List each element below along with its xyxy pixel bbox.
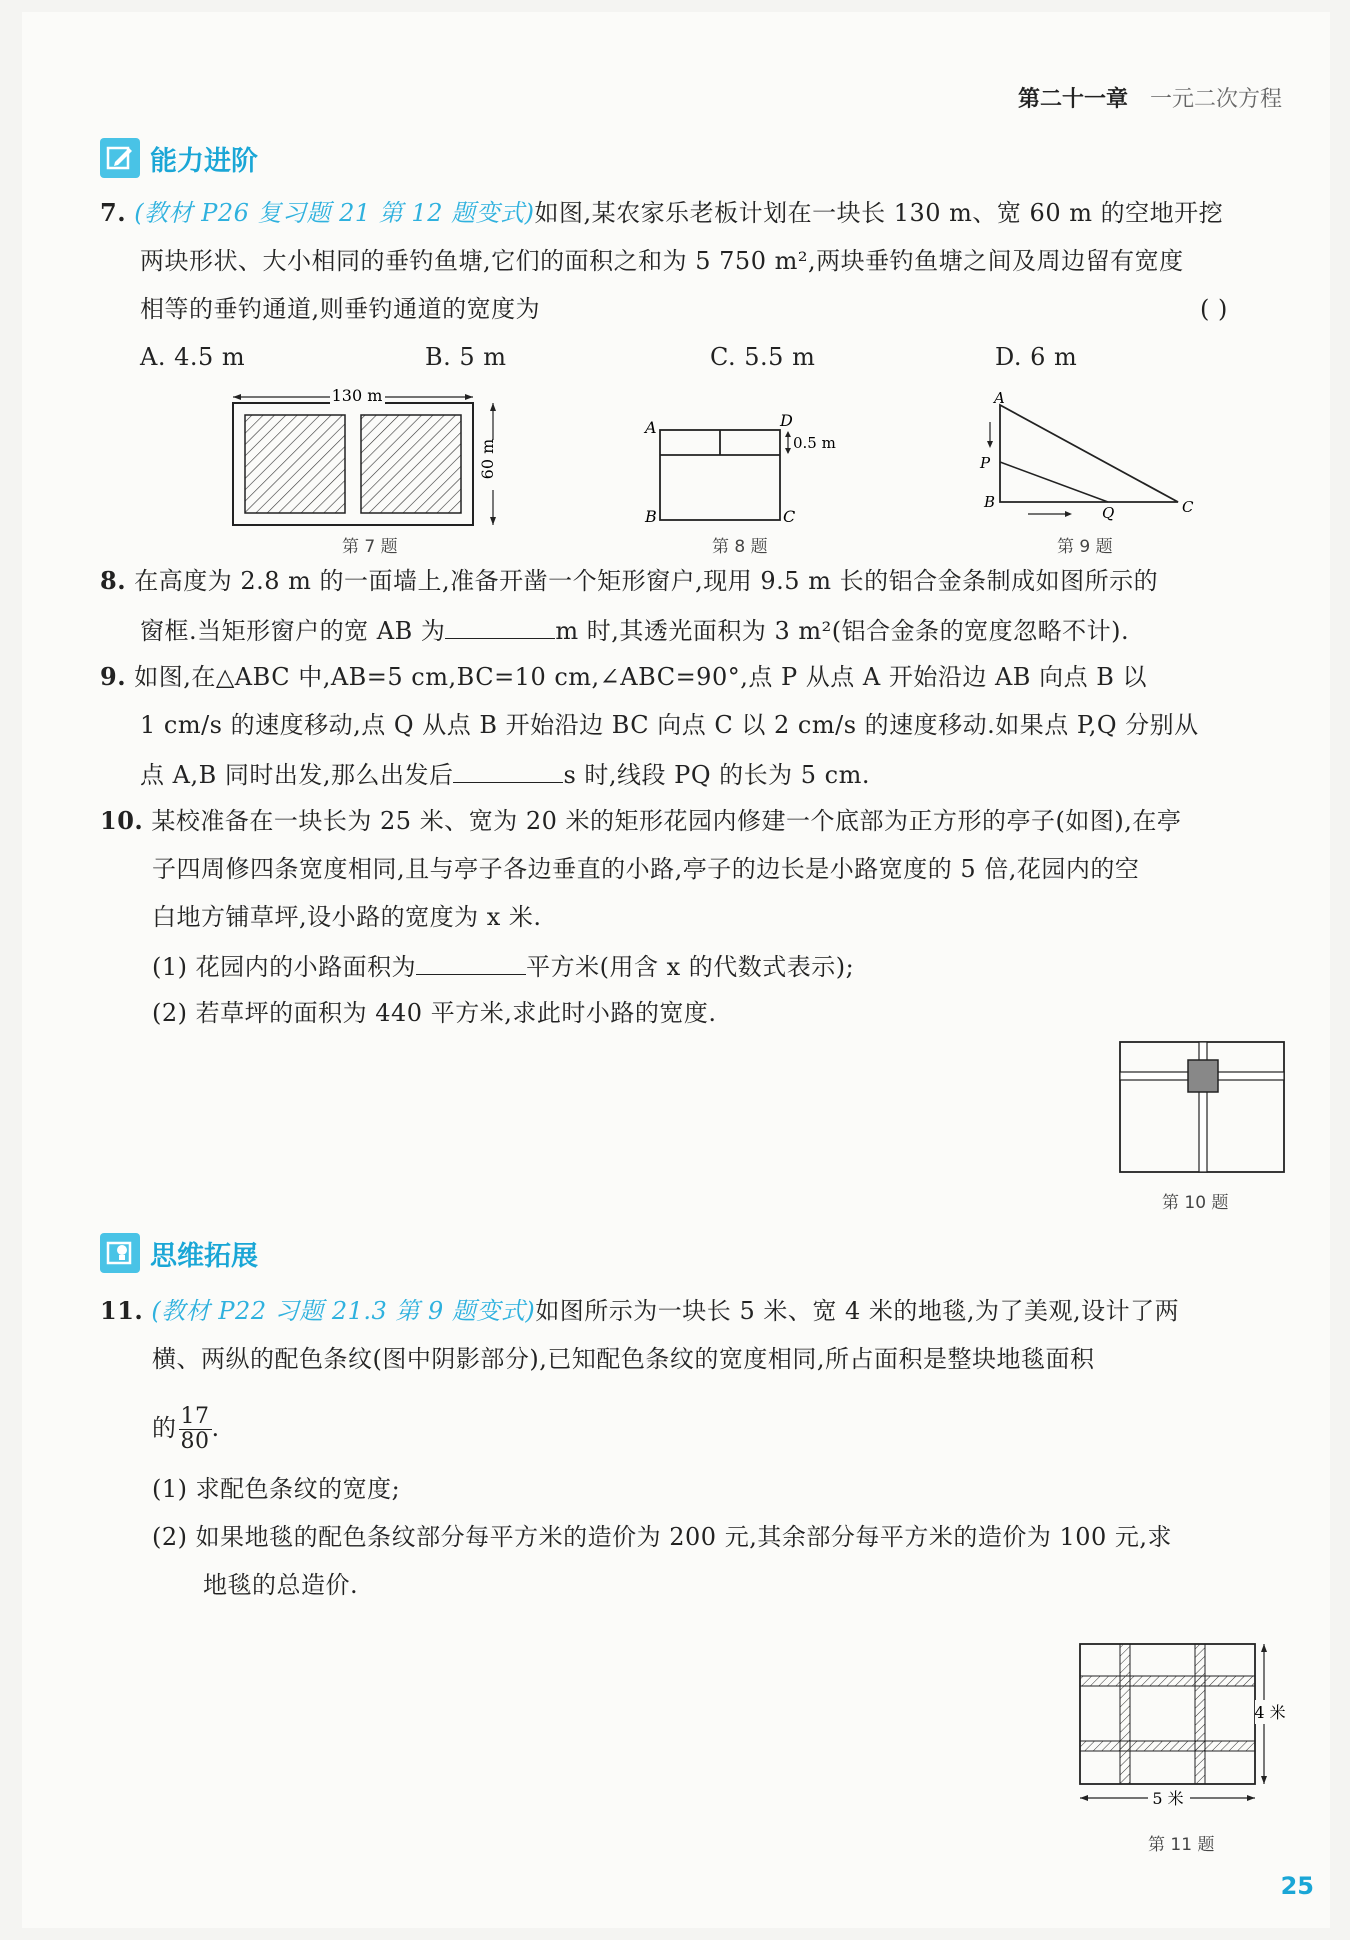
q11-line3 <box>152 1398 220 1458</box>
q8-text: 在高度为 2.8 m 的一面墙上,准备开凿一个矩形窗户,现用 9.5 m 长的铝合金条制成如图所示的 <box>134 567 1159 595</box>
q9-line1 <box>100 662 1147 692</box>
fig7-length-label: 130 m <box>331 386 383 405</box>
pencil-icon <box>100 138 140 178</box>
q7-line1 <box>100 198 1223 228</box>
q7-option-a: A. 4.5 m <box>140 343 246 371</box>
q9-line2: 1 cm/s 的速度移动,点 Q 从点 B 开始沿边 BC 向点 C 以 2 cm/s 的速度移动.如果点 P,Q 分别从 <box>140 711 1199 739</box>
q9-text: 如图,在△ABC 中,AB=5 cm,BC=10 cm,∠ABC=90°,点 P 从点 A 开始沿边 AB 向点 B 以 <box>134 663 1147 691</box>
chapter-subtitle: 一元二次方程 <box>1149 87 1282 112</box>
q7-number: 7. <box>100 198 127 227</box>
q8-answer-blank[interactable] <box>445 614 555 639</box>
q11-part2-line2: 地毯的总造价. <box>203 1571 359 1599</box>
fig11-caption: 第 11 题 <box>1148 1835 1215 1855</box>
fig11-length-label: 5 米 <box>1152 1789 1184 1808</box>
q11-line2: 横、两纵的配色条纹(图中阴影部分),已知配色条纹的宽度相同,所占面积是整块地毯面积 <box>152 1345 1095 1373</box>
fig9-caption: 第 9 题 <box>1057 537 1113 557</box>
q11-text-pre: 的 <box>152 1414 177 1442</box>
fig11-width-label: 4 米 <box>1254 1703 1286 1722</box>
q9-number: 9. <box>100 662 127 691</box>
q8-text-b: m 时,其透光面积为 3 m²(铝合金条的宽度忽略不计). <box>555 617 1130 645</box>
fraction-denominator: 80 <box>180 1429 210 1454</box>
q11-part1: (1) 求配色条纹的宽度; <box>152 1475 401 1503</box>
q10-line3: 白地方铺草坪,设小路的宽度为 x 米. <box>152 903 542 931</box>
q9-text-b: s 时,线段 PQ 的长为 5 cm. <box>563 761 870 789</box>
fig8-dim-label: 0.5 m <box>793 434 836 452</box>
q7-source: (教材 P26 复习题 21 第 12 题变式) <box>134 199 535 227</box>
fig8-label-c: C <box>783 507 796 526</box>
figure-11 <box>1070 1638 1290 1818</box>
fraction-numerator: 17 <box>180 1404 210 1429</box>
q10-part1-text-b: 平方米(用含 x 的代数式表示); <box>526 953 855 981</box>
page-number: 25 <box>1280 1872 1314 1900</box>
q11-text: 如图所示为一块长 5 米、宽 4 米的地毯,为了美观,设计了两 <box>535 1297 1180 1325</box>
fig7-caption: 第 7 题 <box>342 537 398 557</box>
q11-part2-line1: (2) 如果地毯的配色条纹部分每平方米的造价为 200 元,其余部分每平方米的造价为 100 元,求 <box>152 1523 1173 1551</box>
fig9-label-q: Q <box>1102 504 1115 522</box>
chapter-header <box>1018 82 1282 113</box>
q8-line2 <box>140 614 1129 646</box>
q9-line3 <box>140 758 870 790</box>
figure-8 <box>630 410 850 530</box>
section-advance <box>100 138 258 178</box>
q7-option-c: C. 5.5 m <box>710 343 816 371</box>
q10-number: 10. <box>100 806 144 835</box>
fig9-label-c: C <box>1182 498 1194 516</box>
q8-line1 <box>100 566 1158 596</box>
q7-answer-paren: ( ) <box>1200 295 1228 323</box>
q10-part1 <box>152 950 854 982</box>
q10-answer-blank[interactable] <box>416 950 526 975</box>
bulb-icon <box>100 1233 140 1273</box>
figure-10 <box>1118 1040 1288 1175</box>
q7-text: 如图,某农家乐老板计划在一块长 130 m、宽 60 m 的空地开挖 <box>534 199 1224 227</box>
q11-fraction <box>179 1405 212 1454</box>
q10-line1 <box>100 806 1181 836</box>
q10-line2: 子四周修四条宽度相同,且与亭子各边垂直的小路,亭子的边长是小路宽度的 5 倍,花园内的空 <box>152 855 1140 883</box>
q10-text: 某校准备在一块长为 25 米、宽为 20 米的矩形花园内修建一个底部为正方形的亭子(如图),在亭 <box>151 807 1182 835</box>
q10-part2: (2) 若草坪的面积为 440 平方米,求此时小路的宽度. <box>152 999 717 1027</box>
q11-source: (教材 P22 习题 21.3 第 9 题变式) <box>151 1297 536 1325</box>
q11-text-post: . <box>211 1414 220 1442</box>
q7-line3: 相等的垂钓通道,则垂钓通道的宽度为 <box>140 295 541 323</box>
fig7-width-label: 60 m <box>478 438 497 480</box>
q9-answer-blank[interactable] <box>453 758 563 783</box>
fig8-caption: 第 8 题 <box>712 537 768 557</box>
q7-line2: 两块形状、大小相同的垂钓鱼塘,它们的面积之和为 5 750 m²,两块垂钓鱼塘之间及周边留有宽度 <box>140 247 1184 275</box>
figure-9 <box>968 390 1198 530</box>
chapter-title: 第二十一章 <box>1017 87 1128 112</box>
figure-7 <box>225 385 515 530</box>
q8-text-a: 窗框.当矩形窗户的宽 AB 为 <box>140 617 446 645</box>
q8-number: 8. <box>100 566 127 595</box>
fig9-label-b: B <box>984 493 996 511</box>
fig8-label-a: A <box>645 418 657 437</box>
fig9-label-a: A <box>994 390 1005 407</box>
q11-line1 <box>100 1296 1179 1326</box>
q10-part1-text-a: (1) 花园内的小路面积为 <box>152 953 417 981</box>
fig8-label-d: D <box>780 411 793 430</box>
section-expand <box>100 1233 258 1273</box>
q7-option-d: D. 6 m <box>995 343 1078 371</box>
q9-text-a: 点 A,B 同时出发,那么出发后 <box>140 761 454 789</box>
section-title: 思维拓展 <box>150 1240 258 1272</box>
q7-option-b: B. 5 m <box>425 343 507 371</box>
fig10-caption: 第 10 题 <box>1162 1193 1229 1213</box>
fig8-label-b: B <box>645 507 657 526</box>
fig9-label-p: P <box>980 454 991 472</box>
section-title: 能力进阶 <box>150 145 258 177</box>
q11-number: 11. <box>100 1296 144 1325</box>
